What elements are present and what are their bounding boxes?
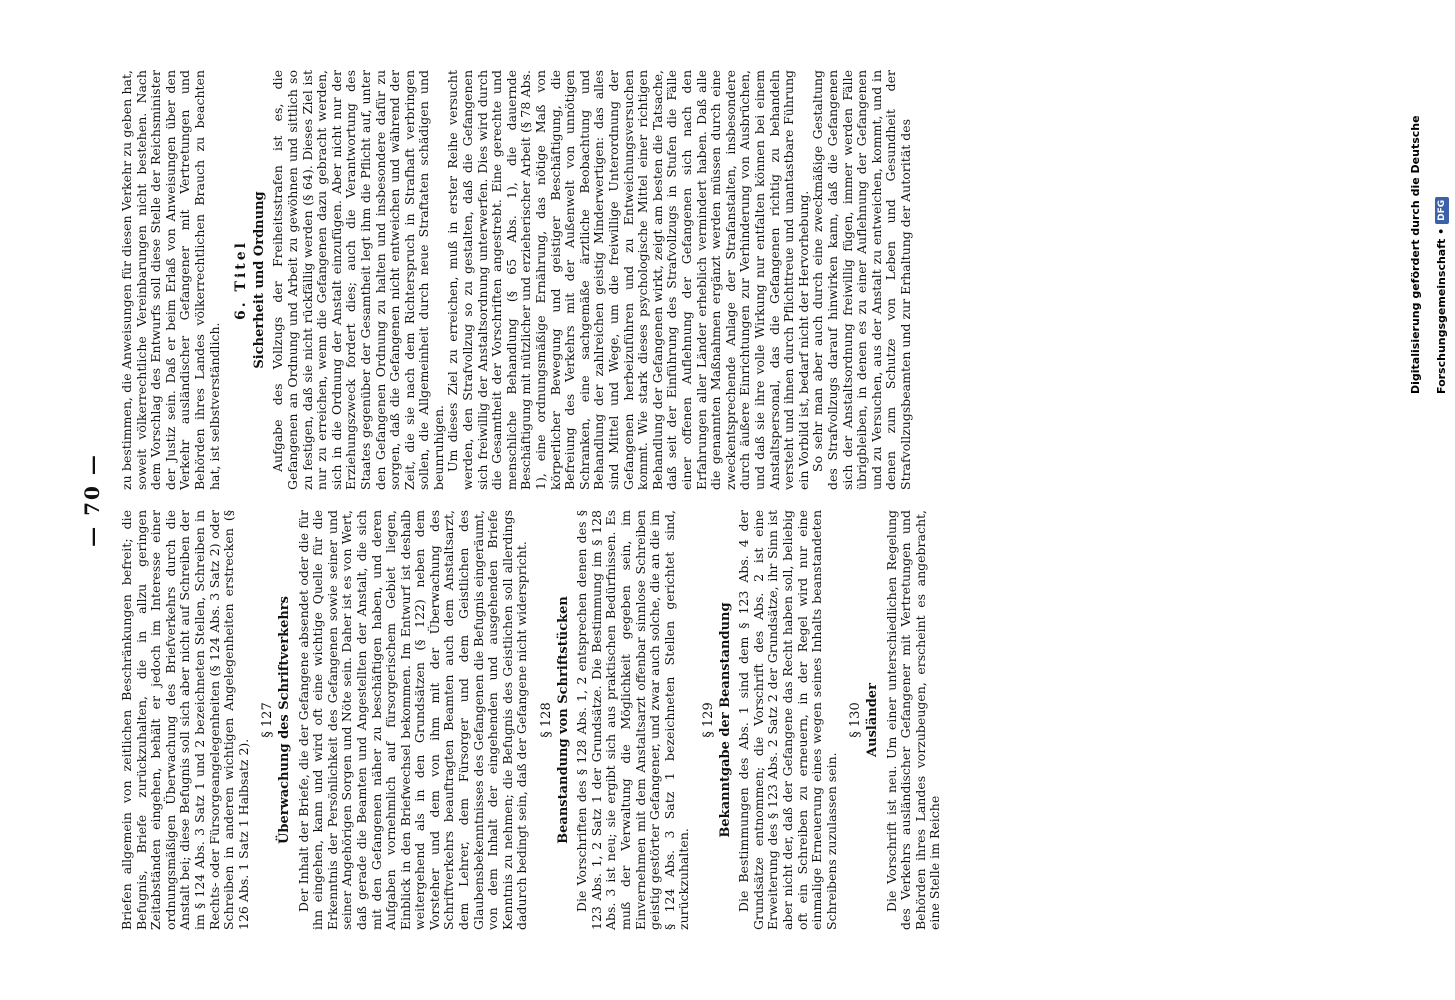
paragraph: So sehr man aber auch durch eine zweckmäßige Gestaltung des Strafvollzugs darauf hinwirken kann, daß die Gefangenen sich der Anstaltsordnung freiwillig fügen, immer werden Fälle übrigbleiben, in denen es zu einer Auflehnung der Gefangenen und zu Versuchen, aus der Anstalt zu entweichen, kommt, und in denen zum Schutze von Leben und Gesundheit der Strafvollzugsbeamten und zur Erhaltung der Autorität des xyxy=(810,70,913,490)
section-heading: Überwachung des Schriftverkehrs xyxy=(276,596,292,844)
title-number: 6. Titel xyxy=(233,240,250,320)
section-number: § 127 xyxy=(260,702,276,738)
paragraph: zu bestimmen, die Anweisungen für diesen Verkehr zu geben hat, soweit völkerrechtliche Vereinbarungen nicht bestehen. Nach dem Vorschlag des Entwurfs soll diese Stelle der Reichsminister der Justiz sein. Daß er beim Erlaß von Anweisungen über den Verkehr ausländischer Gefangener mit Vertretungen und Behörden ihres Landes völkerrechtlichen Brauch zu beachten hat, ist selbstverständlich. xyxy=(119,70,222,490)
left-column xyxy=(120,510,943,930)
paragraph: Die Bestimmungen des Abs. 1 sind dem § 123 Abs. 4 der Grundsätze entnommen; die Vorschrift des Abs. 2 ist eine Erweiterung des § 123 Abs. 2 Satz 2 der Grundsätze, ihr Sinn ist aber nicht der, daß der Gefangene das Recht haben soll, beliebig oft ein Schreiben zu erneuern, in der Regel wird nur eine einmalige Erneuerung eines wegen seines Inhalts beanstandeten Schreibens zuzulassen sein. xyxy=(736,510,839,930)
paragraph: Aufgabe des Vollzugs der Freiheitsstrafen ist es, die Gefangenen an Ordnung und Arbeit zu gewöhnen und sittlich so zu festigen, daß sie nicht rückfällig werden (§ 64). Dieses Ziel ist nur zu erreichen, wenn die Gefangenen dazu gebracht werden, sich in die Ordnung der Anstalt einzufügen. Aber nicht nur der Erziehungszweck fordert dies; auch die Verantwortung des Staates gegenüber der Gesamtheit legt ihm die Pflicht auf, unter den Gefangenen Ordnung zu halten und insbesondere dafür zu sorgen, daß die Gefangenen nicht entweichen und während der Zeit, die sie nach dem Richterspruch in Strafhaft verbringen sollen, die Allgemeinheit durch neue Straftaten schädigen und beunruhigen. xyxy=(270,70,446,490)
digitization-footer xyxy=(1403,0,1448,1000)
paragraph: Briefen allgemein von zeitlichen Beschränkungen befreit; die Befugnis, Briefe zurückzuhalten, die in allzu geringen Zeitabständen eingehen, behält er jedoch im Interesse einer ordnungsmäßigen Überwachung des Briefverkehrs durch die Anstalt bei; diese Befugnis soll sich aber nicht auf Schreiben der im § 124 Abs. 3 Satz 1 und 2 bezeichneten Stellen, Schreiben in Rechts- oder Fürsorgeangelegenheiten (§ 124 Abs. 3 Satz 2) oder Schreiben in anderen wichtigen Angelegenheiten erstrecken (§ 126 Abs. 1 Satz 1 Halbsatz 2). xyxy=(119,510,251,930)
paragraph: Um dieses Ziel zu erreichen, muß in erster Reihe versucht werden, den Strafvollzug so zu gestalten, daß die Gefangenen sich freiwillig der Anstaltsordnung unterwerfen. Dies wird durch die Gesamtheit der Vorschriften angestrebt. Eine gerechte und menschliche Behandlung (§ 65 Abs. 1), die dauernde Beschäftigung mit nützlicher und erzieherischer Arbeit (§ 78 Abs. 1), eine ordnungsmäßige Ernährung, das nötige Maß von körperlicher Bewegung und geistiger Beschäftigung, die Befreiung des Verkehrs mit der Außenwelt von unnötigen Schranken, eine sachgemäße ärztliche Beobachtung und Behandlung der zahlreichen geistig Minderwertigen: das alles sind Mittel und Wege, um die freiwillige Unterordnung der Gefangenen herbeizuführen und zu Entweichungsversuchen kommt. Wie stark dieses psychologische Mittel einer richtigen Behandlung der Gefangenen wirkt, zeigt am besten die Tatsache, daß seit der Einführung des Strafvollzugs in Stufen die Fälle einer offenen Auflehnung der Gefangenen sich nach den Erfahrungen aller Länder erheblich vermindert haben. Daß alle die genannten Maßnahmen ergänzt werden müssen durch eine zweckentsprechende Anlage der Strafanstalten, insbesondere durch äußere Einrichtungen zur Verhinderung von Ausbrüchen, und daß sie ihre volle Wirkung nur entfalten können bei einem Anstaltspersonal, das die Gefangenen richtig zu behandeln versteht und ihnen durch Pflichttreue und unantastbare Führung ein Vorbild ist, bedarf nicht der Hervorhebung. xyxy=(445,70,811,490)
paragraph: Die Vorschrift ist neu. Um einer unterschiedlichen Regelung des Verkehrs ausländischer Gefangener mit Vertretungen und Behörden ihres Landes vorzubeugen, erscheint es angebracht, eine Stelle im Reiche xyxy=(883,510,943,930)
paragraph: Die Vorschriften des § 128 Abs. 1, 2 entsprechen denen des § 123 Abs. 1, 2 Satz 1 der Grundsätze. Die Bestimmung im § 128 Abs. 3 ist neu; sie ergibt sich aus praktischen Bedürfnissen. Es muß der Verwaltung die Möglichkeit gegeben sein, im Einvernehmen mit dem Anstaltsarzt offenbar sinnlose Schreiben geistig gestörter Gefangener, und zwar auch solche, die an die im § 124 Abs. 3 Satz 1 bezeichneten Stellen gerichtet sind, zurückzuhalten. xyxy=(574,510,692,930)
dfg-logo-icon: DFG xyxy=(1435,197,1449,224)
section-heading: Ausländer xyxy=(864,683,880,757)
section-number: § 130 xyxy=(848,702,864,738)
right-column xyxy=(120,70,913,490)
section-number: § 129 xyxy=(700,702,716,738)
section-heading: Bekanntgabe der Beanstandung xyxy=(717,602,733,838)
paragraph: Der Inhalt der Briefe, die der Gefangene absendet oder die für ihn eingehen, kann und wird oft eine wichtige Quelle für die Erkenntnis der Persönlichkeit des Gefangenen sowie seiner und seiner Angehörigen Sorgen und Nöte sein. Daher ist es von Wert, daß gerade die Beamten und Angestellten der Anstalt, die sich mit den Gefangenen näher zu beschäftigen haben, und deren Aufgaben vornehmlich auf fürsorgerischem Gebiet liegen, Einblick in den Briefwechsel bekommen. Im Entwurf ist deshalb weitergehend als in den Grundsätzen (§ 122) neben dem Vorsteher und dem von ihm mit der Überwachung des Schriftverkehrs beauftragten Beamten auch dem Anstaltsarzt, dem Lehrer, dem Fürsorger und dem Geistlichen des Glaubensbekenntnisses des Gefangenen die Befugnis eingeräumt, von dem Inhalt der eingehenden und ausgehenden Briefe Kenntnis zu nehmen; die Befugnis des Geistlichen soll allerdings dadurch bedingt sein, daß der Gefangene nicht widerspricht. xyxy=(295,510,530,930)
title-heading: Sicherheit und Ordnung xyxy=(251,191,267,369)
section-heading: Beanstandung von Schriftstücken xyxy=(555,596,571,844)
section-number: § 128 xyxy=(539,702,555,738)
page-number: — 70 — xyxy=(80,453,104,547)
footer-text: Digitalisierung gefördert durch die Deutsche Forschungsgemeinschaft • xyxy=(1409,115,1448,394)
